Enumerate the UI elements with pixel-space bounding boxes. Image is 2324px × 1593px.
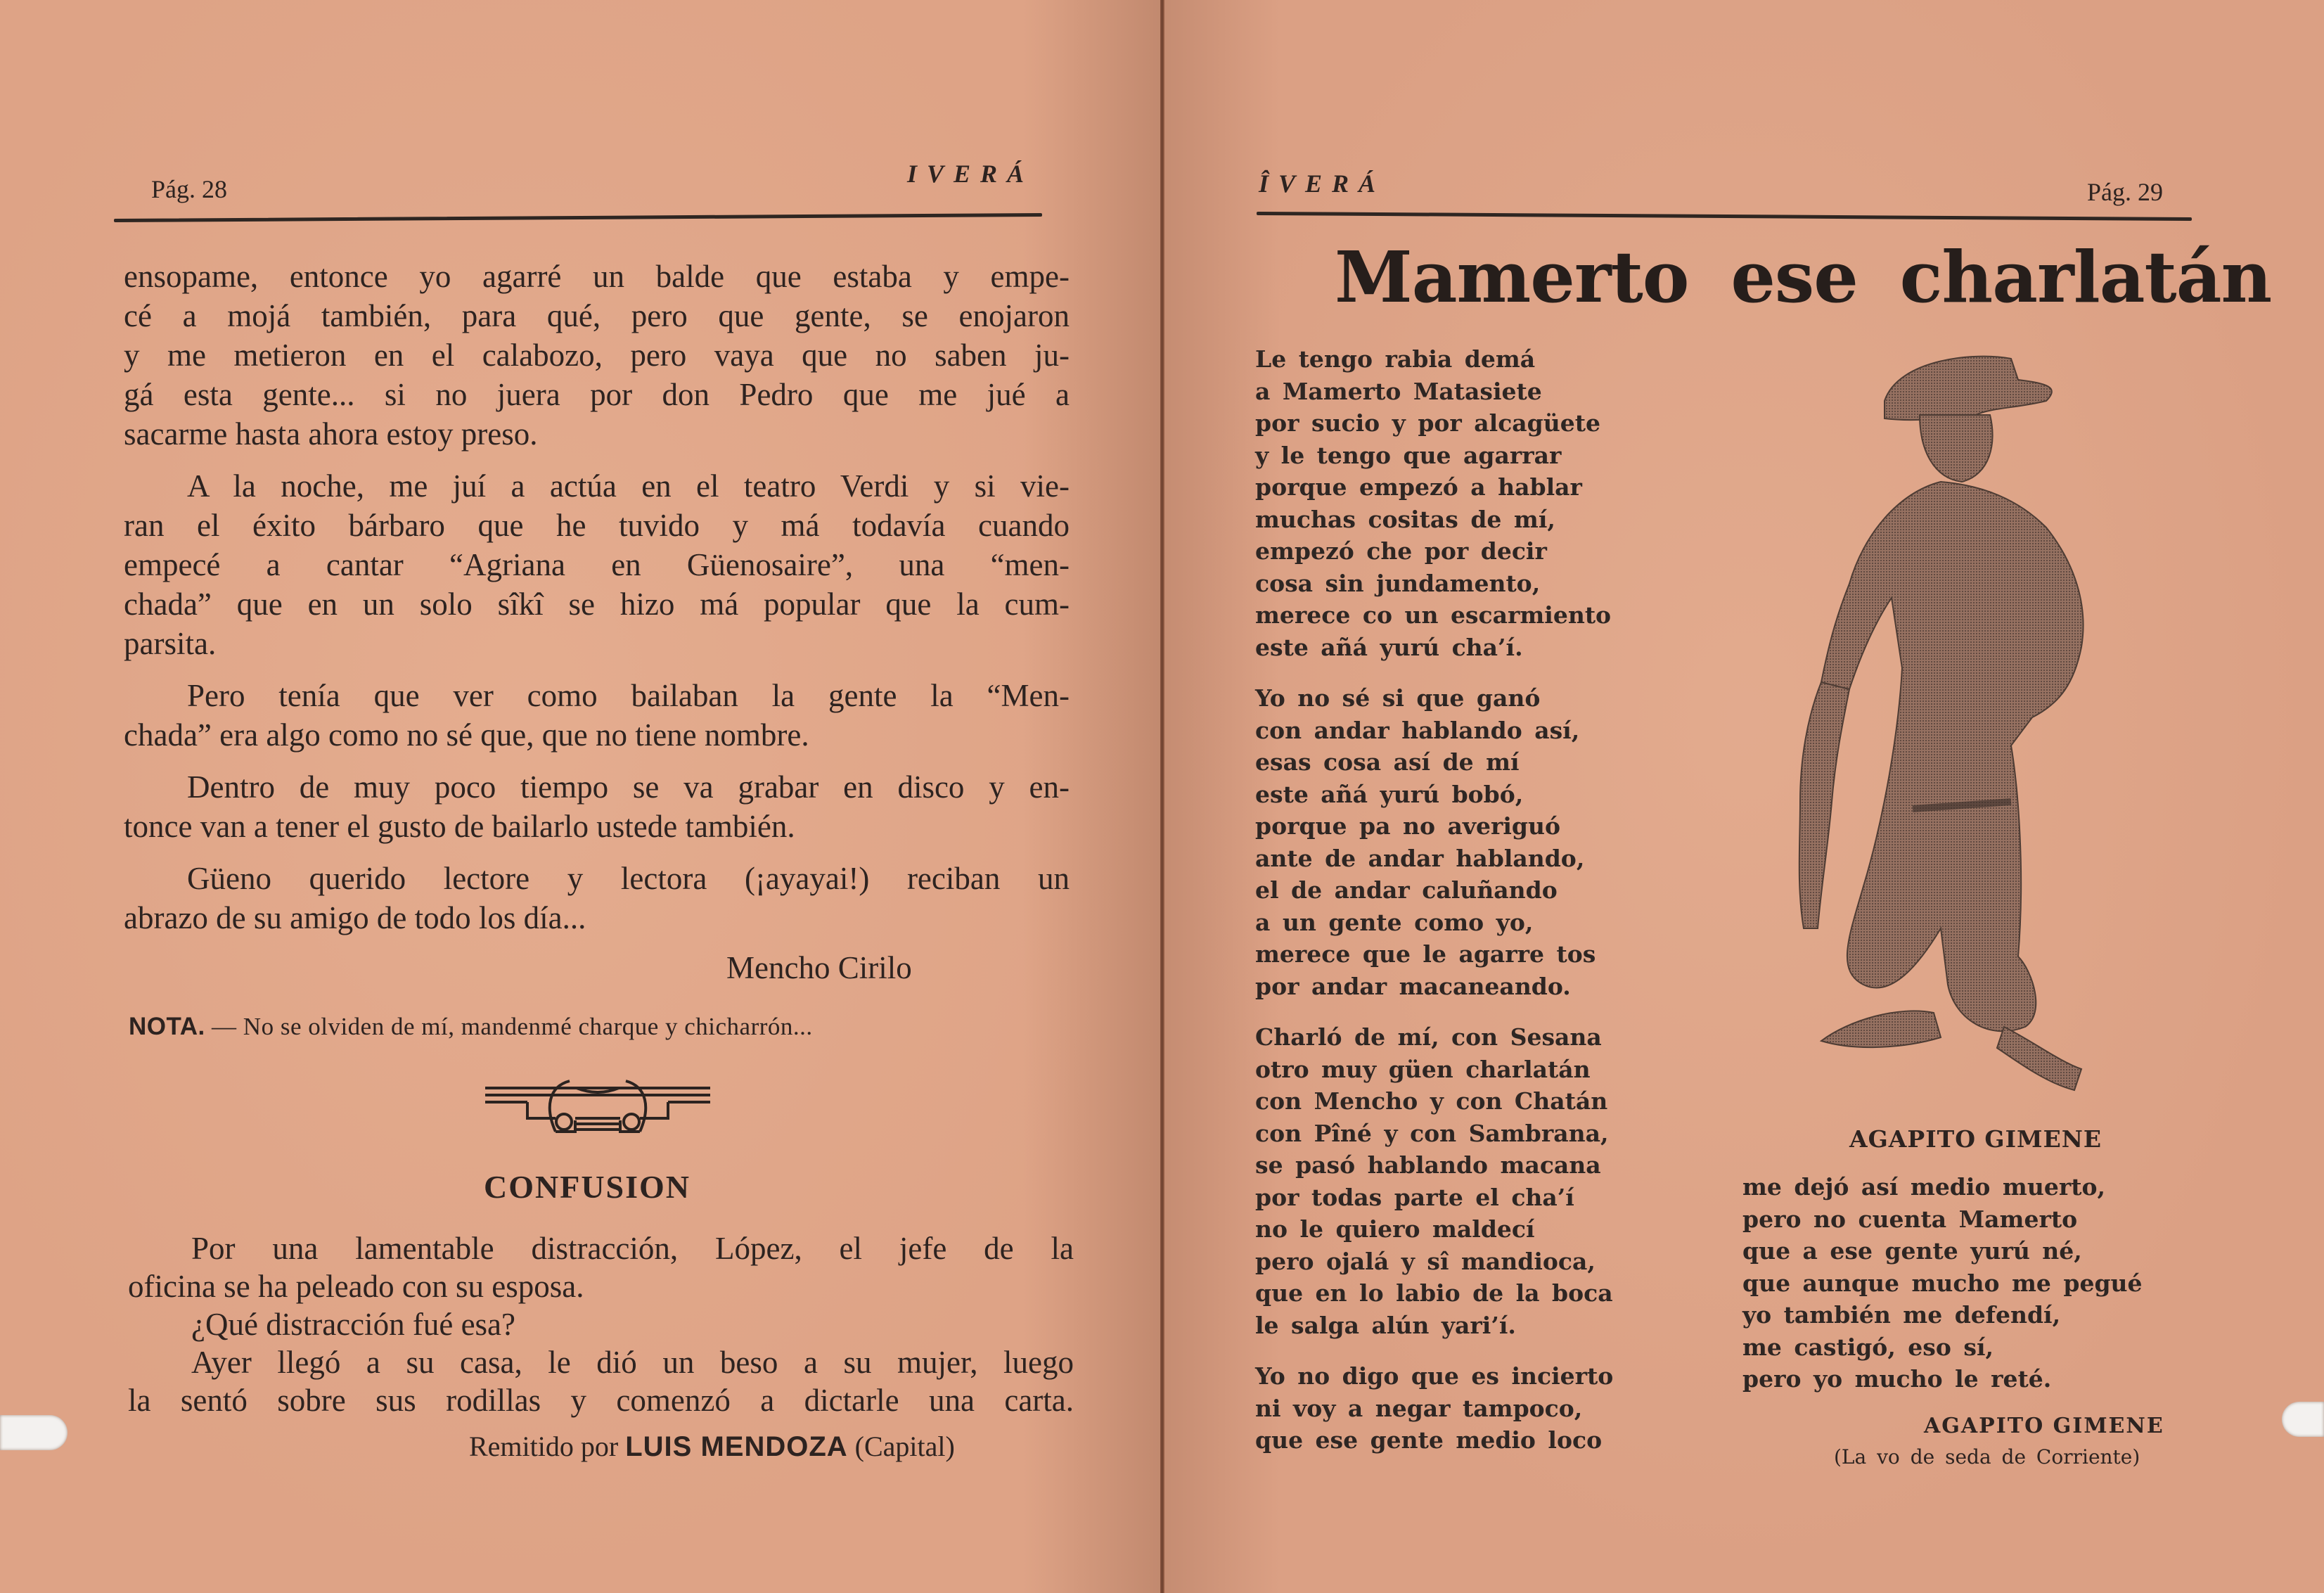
poem-line: cosa sin jundamento, [1255, 569, 1541, 597]
illustration-caption: AGAPITO GIMENE [1849, 1125, 2102, 1153]
poem-line: que aunque mucho me pegué [1742, 1269, 2143, 1297]
text-line: tonce van a tener el gusto de bailarlo ustede también. [124, 809, 795, 844]
remitted-by [469, 1430, 955, 1463]
paragraph [124, 257, 1070, 454]
poem-line: y le tengo que agarrar [1255, 441, 1562, 469]
poem-line: pero yo mucho le reté. [1742, 1365, 2052, 1393]
poem-line: me castigó, eso sí, [1742, 1333, 1994, 1361]
author-name: AGAPITO GIMENE [1924, 1414, 2164, 1438]
paragraph [124, 767, 1070, 846]
left-body-text [124, 257, 1070, 950]
poem-line: yo también me defendí, [1742, 1301, 2061, 1329]
text-line: y me metieron en el calabozo, pero vaya que no saben ju- [124, 338, 1070, 373]
binding-hole-left [0, 1415, 68, 1450]
text-line: ran el éxito bárbaro que he tuvido y má todavía cuando [124, 508, 1070, 543]
stanza [1255, 343, 1613, 663]
text-line: A la noche, me juí a actúa en el teatro Verdi y si vie- [187, 468, 1070, 504]
text-line: empecé a cantar “Agriana en Güenosaire”, una “men- [124, 547, 1070, 582]
poem-line: no le quiero maldecí [1255, 1215, 1535, 1243]
poem-line: empezó che por decir [1255, 537, 1547, 565]
poem-line: porque empezó a hablar [1255, 473, 1582, 501]
poem-column-left [1255, 343, 1613, 1476]
poem-line: el de andar caluñando [1255, 876, 1558, 904]
section-title-confusion: CONFUSION [484, 1169, 691, 1205]
paragraph [124, 466, 1070, 663]
text-line: sacarme hasta ahora estoy preso. [124, 416, 538, 452]
confusion-text [128, 1229, 1074, 1419]
publication-name-left: IVERÁ [907, 160, 1034, 188]
text-line: Por una lamentable distracción, López, el jefe de la [191, 1231, 1074, 1266]
binding-hole-right [2282, 1402, 2324, 1437]
poem-line: Charló de mí, con Sesana [1255, 1023, 1602, 1051]
poem-column-right [1742, 1171, 2143, 1395]
text-line: Pero tenía que ver como bailaban la gente la “Men- [187, 678, 1070, 713]
poem-line: a un gente como yo, [1255, 908, 1534, 936]
poem-line: por andar macaneando. [1255, 972, 1571, 1000]
poem-line: ante de andar hablando, [1255, 844, 1585, 872]
remitted-prefix: Remitido por [469, 1431, 626, 1462]
text-line: Güeno querido lectore y lectora (¡ayayai!) reciban un [187, 861, 1070, 896]
text-line: Dentro de muy poco tiempo se va grabar en disco y en- [187, 769, 1070, 805]
text-line: la sentó sobre sus rodillas y comenzó a dictarle una carta. [128, 1383, 1074, 1418]
text-line: cé a mojá también, para qué, pero que gente, se enojaron [124, 298, 1070, 333]
poem-line: otro muy güen charlatán [1255, 1055, 1591, 1083]
poem-line: merece que le agarre tos [1255, 940, 1596, 968]
text-line: parsita. [124, 626, 217, 661]
poem-line: este añá yurú cha’í. [1255, 633, 1523, 661]
poem-line: Yo no digo que es incierto [1255, 1362, 1614, 1390]
poem-line: que a ese gente yurú né, [1742, 1237, 2082, 1265]
stanza [1255, 1021, 1613, 1341]
poem-line: ni voy a negar tampoco, [1255, 1394, 1583, 1422]
nota-text: — No se olviden de mí, mandenmé charque y chicharrón... [205, 1013, 813, 1040]
poem-line: a Mamerto Matasiete [1255, 377, 1542, 405]
text-line: ¿Qué distracción fué esa? [191, 1307, 516, 1342]
poem-line: esas cosa así de mí [1255, 748, 1520, 776]
stanza [1255, 1360, 1613, 1457]
book-spine [1160, 0, 1164, 1593]
page-number-left: Pág. 28 [151, 175, 227, 203]
nota-label: NOTA. [129, 1013, 205, 1040]
text-line: Ayer llegó a su casa, le dió un beso a su mujer, luego [191, 1345, 1074, 1380]
author-note: (La vo de seda de Corriente) [1834, 1445, 2140, 1469]
publication-name-right: ÎVERÁ [1259, 169, 1386, 198]
stanza [1255, 682, 1613, 1002]
poem-line: merece co un escarmiento [1255, 601, 1612, 629]
poem-line: muchas cositas de mí, [1255, 505, 1555, 533]
poem-line: con andar hablando así, [1255, 716, 1580, 744]
text-line: chada” que en un solo sîkî se hizo má popular que la cum- [124, 587, 1070, 622]
article-title: Mamerto ese charlatán [1335, 236, 2272, 319]
nota-line [129, 1013, 813, 1041]
poem-line: pero no cuenta Mamerto [1742, 1205, 2078, 1233]
poem-line: este añá yurú bobó, [1255, 780, 1524, 808]
poem-line: Yo no sé si que ganó [1255, 684, 1541, 712]
poem-line: por sucio y por alcagüete [1255, 409, 1600, 437]
remitted-suffix: (Capital) [847, 1431, 955, 1462]
remitted-name: LUIS MENDOZA [625, 1431, 848, 1462]
poem-line: pero ojalá y sî mandioca, [1255, 1247, 1596, 1275]
poem-line: porque pa no averiguó [1255, 812, 1561, 840]
signature: Mencho Cirilo [726, 950, 912, 985]
poem-line: se pasó hablando macana [1255, 1151, 1601, 1179]
poem-line: con Pîné y con Sambrana, [1255, 1119, 1609, 1147]
printer-ornament-icon [485, 1080, 710, 1136]
text-line: oficina se ha peleado con su esposa. [128, 1269, 584, 1304]
paragraph [124, 676, 1070, 755]
page-number-right: Pág. 29 [2087, 178, 2163, 206]
paragraph [124, 859, 1070, 938]
gaucho-figure-illustration [1779, 352, 2173, 1125]
text-line: ensopame, entonce yo agarré un balde que estaba y empe- [124, 259, 1070, 294]
text-line: abrazo de su amigo de todo los día... [124, 900, 586, 935]
poem-line: me dejó así medio muerto, [1742, 1173, 2105, 1201]
poem-line: por todas parte el cha’í [1255, 1183, 1574, 1211]
poem-line: le salga alún yari’í. [1255, 1311, 1516, 1339]
poem-line: con Mencho y con Chatán [1255, 1087, 1608, 1115]
poem-line: Le tengo rabia demá [1255, 345, 1536, 373]
text-line: chada” era algo como no sé que, que no tiene nombre. [124, 717, 809, 753]
text-line: gá esta gente... si no juera por don Pedro que me jué a [124, 377, 1070, 412]
poem-line: que ese gente medio loco [1255, 1426, 1603, 1454]
poem-line: que en lo labio de la boca [1255, 1279, 1613, 1307]
